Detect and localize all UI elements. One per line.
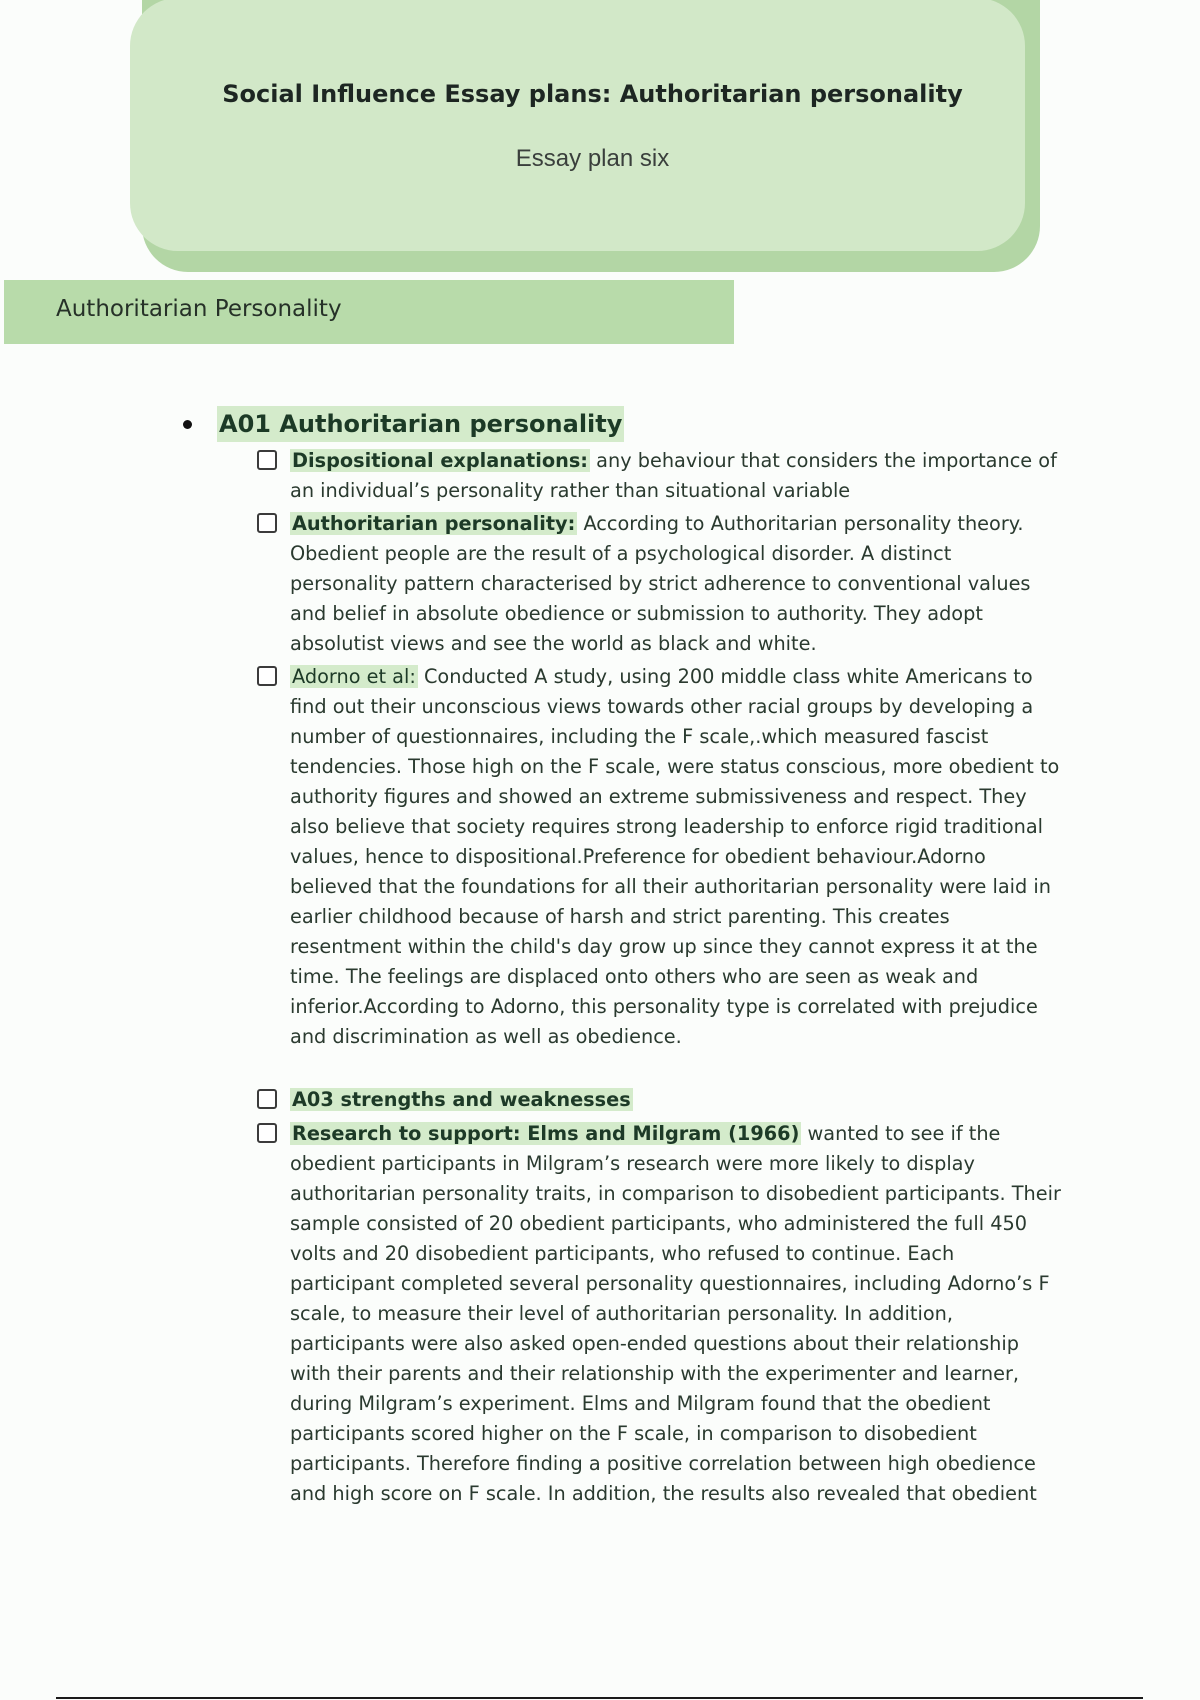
document-title: Social Influence Essay plans: Authoritarian personality	[222, 80, 963, 108]
checkbox-icon[interactable]	[257, 513, 277, 533]
item-term: Authoritarian personality:	[292, 512, 576, 535]
checkbox-icon[interactable]	[257, 1123, 277, 1143]
checklist-item-text	[290, 509, 1065, 659]
section-banner	[4, 280, 734, 344]
checkbox-icon[interactable]	[257, 666, 277, 686]
checklist-item-text	[290, 1085, 1065, 1115]
item-term: Adorno et al:	[292, 665, 416, 688]
item-body: According to Authoritarian personality theory. Obedient people are the result of a psychological disorder. A distinct personality pattern characterised by strict adherence to conventional values and belief in absolute obedience or submission to authority. They adopt absolutist views and see the world as black and white.	[290, 512, 1031, 655]
item-term: A03 strengths and weaknesses	[292, 1088, 631, 1111]
checklist-item-text	[290, 662, 1065, 1052]
item-body: wanted to see if the obedient participants in Milgram’s research were more likely to display authoritarian personality traits, in comparison to disobedient participants. Their sample consisted of 20 obedient participants, who administered the full 450 volts and 20 disobedient participants, who refused to continue. Each participant completed several personality questionnaires, including Adorno’s F scale, to measure their level of authoritarian personality. In addition, participants were also asked open-ended questions about their relationship with their parents and their relationship with the experimenter and learner, during Milgram’s experiment. Elms and Milgram found that the obedient participants scored higher on the F scale, in comparison to disobedient participants. Therefore finding a positive correlation between high obedience and high score on F scale. In addition, the results also revealed that obedient	[290, 1122, 1061, 1505]
bullet-dot-icon	[183, 420, 192, 429]
checklist-item-text	[290, 446, 1065, 506]
item-term: Dispositional explanations:	[292, 449, 589, 472]
checklist-item-text	[290, 1119, 1065, 1509]
item-body: any behaviour that considers the importance of an individual’s personality rather than situational variable	[290, 449, 1057, 502]
title-card	[130, 0, 1025, 251]
checkbox-icon[interactable]	[257, 1089, 277, 1109]
footer-divider	[56, 1697, 1143, 1699]
item-body: Conducted A study, using 200 middle class white Americans to find out their unconscious views towards other racial groups by developing a number of questionnaires, including the F scale,.which measured fascist tendencies. Those high on the F scale, were status conscious, more obedient to authority figures and showed an extreme submissiveness and respect. They also believe that society requires strong leadership to enforce rigid traditional values, hence to dispositional.Preference for obedient behaviour.Adorno believed that the foundations for all their authoritarian personality were laid in earlier childhood because of harsh and strict parenting. This creates resentment within the child's day grow up since they cannot express it at the time. The feelings are displaced onto others who are seen as weak and inferior.According to Adorno, this personality type is correlated with prejudice and discrimination as well as obedience.	[290, 665, 1060, 1048]
bullet-heading: A01 Authoritarian personality	[217, 406, 624, 442]
checkbox-icon[interactable]	[257, 450, 277, 470]
document-subtitle: Essay plan six	[515, 145, 670, 172]
item-term: Research to support: Elms and Milgram (1966)	[292, 1122, 800, 1145]
section-banner-label: Authoritarian Personality	[56, 296, 342, 322]
